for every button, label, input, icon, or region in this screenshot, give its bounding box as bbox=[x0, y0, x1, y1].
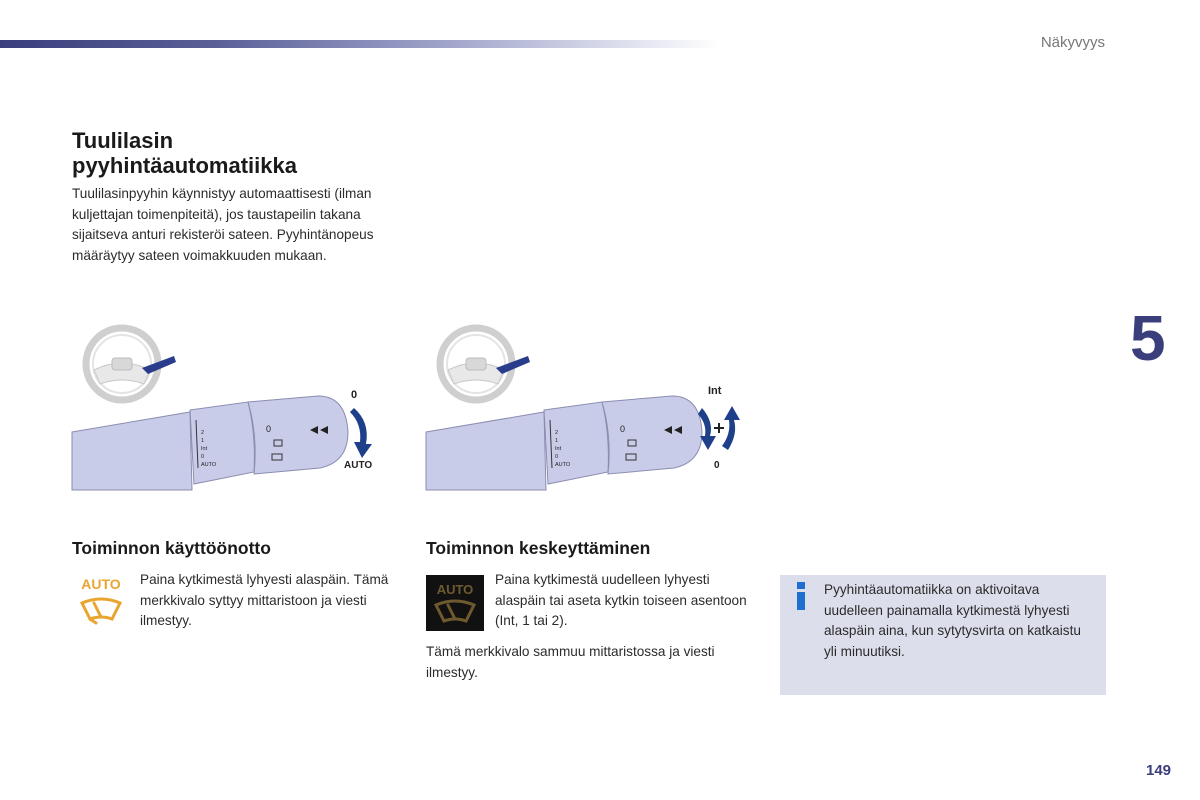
deactivation-text: Paina kytkimestä uudelleen lyhyesti alaspäin tai aseta kytkin toiseen asentoon (Int, 1 tai 2). bbox=[495, 572, 747, 628]
header-gradient-bar bbox=[0, 40, 720, 48]
svg-text:0: 0 bbox=[266, 424, 272, 434]
activation-text: Paina kytkimestä lyhyesti alaspäin. Tämä merkkivalo syttyy mittaristoon ja viesti ilmestyy. bbox=[140, 572, 389, 628]
arrow-up-icon bbox=[722, 406, 740, 450]
stalk-scale-0: 0 bbox=[555, 454, 559, 460]
position-label-bottom: 0 bbox=[714, 460, 720, 471]
position-label-bottom: AUTO bbox=[344, 460, 373, 471]
stalk-scale-1: 1 bbox=[555, 438, 559, 444]
wiper-stalk-activation-illustration bbox=[70, 322, 390, 494]
auto-wipe-warning-light-off bbox=[426, 575, 484, 631]
stalk-scale-auto: AUTO bbox=[201, 462, 217, 468]
activation-title: Toiminnon käyttöönotto bbox=[72, 538, 271, 558]
position-label-top: Int bbox=[708, 385, 722, 397]
plus-icon bbox=[714, 423, 724, 433]
page-number: 149 bbox=[1146, 762, 1172, 779]
stalk-scale-1: 1 bbox=[201, 438, 205, 444]
auto-light-label: AUTO bbox=[436, 582, 474, 597]
chapter-number: 5 bbox=[1130, 302, 1166, 374]
steering-wheel-icon bbox=[86, 328, 158, 400]
windscreen-wiper-icon bbox=[82, 599, 120, 623]
section-name: Näkyvyys bbox=[1040, 34, 1105, 51]
stalk-scale-int: Int bbox=[555, 446, 562, 452]
wiper-stalk-icon bbox=[426, 396, 702, 490]
position-label-top: 0 bbox=[351, 389, 358, 401]
intro-paragraph: Tuulilasinpyyhin käynnistyy automaattisesti (ilman kuljettajan toimenpiteitä), jos taustapeilin takana sijaitseva anturi rekisteröi sateen. Pyyhintänopeus määräytyy sateen voimakkuuden mukaan. bbox=[72, 186, 374, 263]
stalk-scale-int: Int bbox=[201, 446, 208, 452]
stalk-scale-2: 2 bbox=[555, 430, 559, 436]
stalk-scale-0: 0 bbox=[201, 454, 205, 460]
info-icon bbox=[794, 582, 808, 610]
svg-text:0: 0 bbox=[620, 424, 626, 434]
auto-light-label: AUTO bbox=[81, 576, 121, 592]
stalk-scale-2: 2 bbox=[201, 430, 205, 436]
arrow-down-icon bbox=[350, 408, 372, 458]
auto-wipe-warning-light-on bbox=[76, 573, 126, 629]
deactivation-title: Toiminnon keskeyttäminen bbox=[426, 538, 651, 558]
deactivation-note: Tämä merkkivalo sammuu mittaristossa ja viesti ilmestyy. bbox=[426, 644, 715, 680]
page-title: Tuulilasin pyyhintäautomatiikka bbox=[72, 128, 297, 178]
info-text: Pyyhintäautomatiikka on aktivoitava uudelleen painamalla kytkimestä lyhyesti alaspäin aina, kun sytytysvirta on katkaistu yli minuutiksi. bbox=[824, 582, 1081, 659]
info-box bbox=[780, 575, 1106, 695]
stalk-scale-auto: AUTO bbox=[555, 462, 571, 468]
wiper-stalk-deactivation-illustration bbox=[424, 322, 754, 494]
wiper-stalk-icon bbox=[72, 396, 348, 490]
steering-wheel-icon bbox=[440, 328, 512, 400]
